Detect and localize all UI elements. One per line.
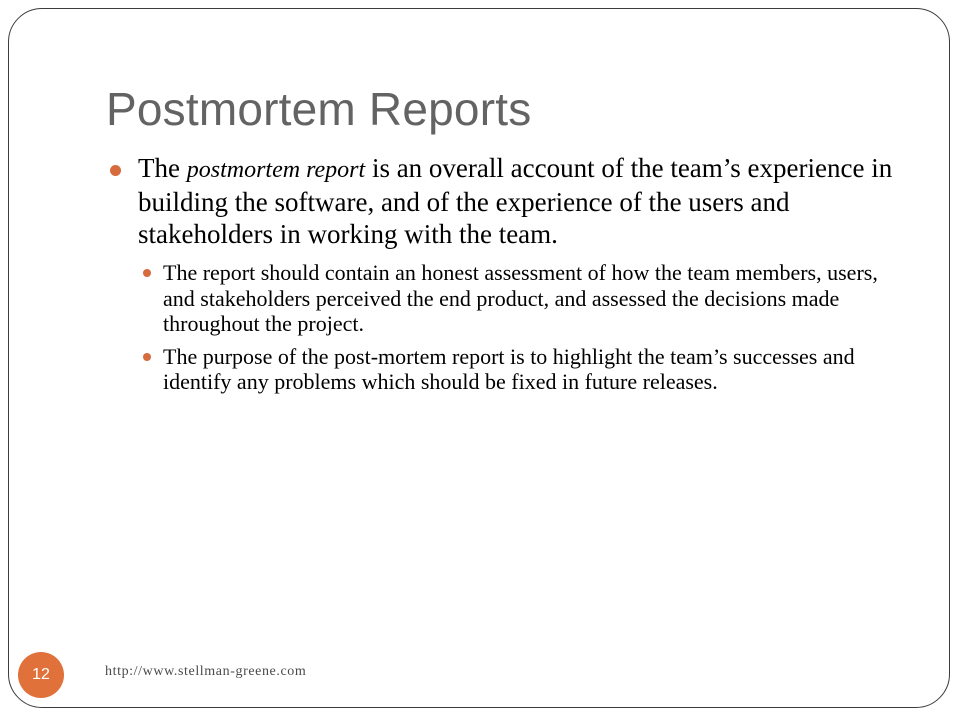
main-bullet-text-end: is an overall account of the team’s experience in building the software, and of the experience of the users and stakeholders in working with the team.	[138, 153, 893, 249]
bullet-dot-icon	[143, 269, 151, 277]
slide-title: Postmortem Reports	[106, 83, 532, 135]
bullet-dot-icon	[110, 165, 121, 176]
main-bullet	[108, 152, 908, 250]
sub-bullet-text: The report should contain an honest assessment of how the team members, users, and stakeholders perceived the end product, and assessed the decisions made throughout the project.	[163, 260, 878, 336]
bullet-dot-icon	[143, 353, 151, 361]
sub-bullet-1	[108, 260, 908, 337]
page-number-badge: 12	[18, 652, 64, 698]
slide-body	[108, 152, 908, 395]
footer-url: http://www.stellman-greene.com	[105, 664, 307, 679]
sub-bullet-text: The purpose of the post-mortem report is to highlight the team’s successes and identify any problems which should be fixed in future releases.	[163, 343, 855, 394]
main-bullet-italic-term: postmortem report	[186, 157, 366, 183]
sub-bullet-2	[108, 344, 908, 395]
main-bullet-text-start: The	[138, 153, 187, 183]
